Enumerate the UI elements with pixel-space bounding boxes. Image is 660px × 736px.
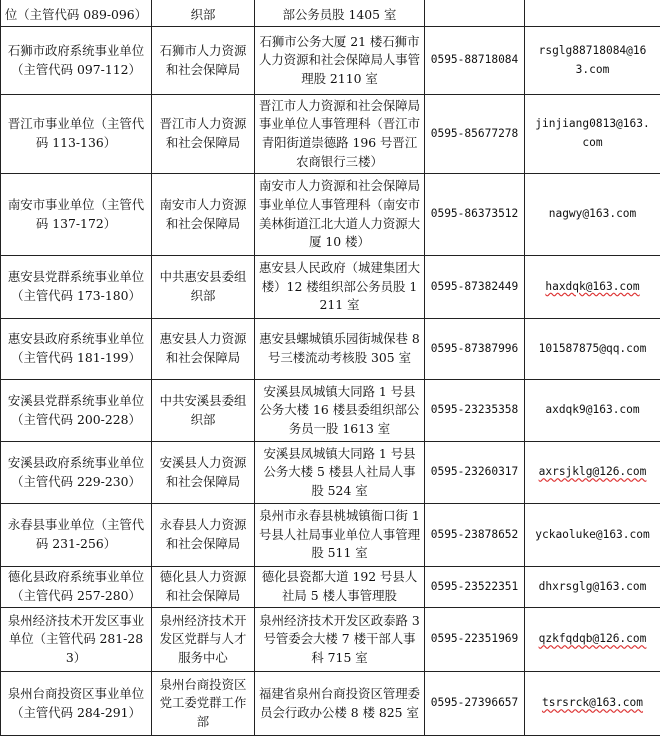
address-cell: 南安市人力资源和社会保障局事业单位人事管理科（南安市美林街道江北大道人力资源大厦 10 楼）	[255, 174, 425, 256]
email-link[interactable]: dhxrsglg@163.com	[539, 580, 647, 593]
dept-cell: 南安市人力资源和社会保障局	[152, 174, 255, 256]
address-cell: 石狮市公务大厦 21 楼石狮市人力资源和社会保障局人事管理股 2110 室	[255, 27, 425, 95]
unit-cell: 南安市事业单位（主管代码 137-172）	[1, 174, 152, 256]
phone-cell	[425, 0, 525, 27]
email-cell	[525, 95, 660, 174]
email-link[interactable]: yckaoluke@163.com	[535, 528, 650, 541]
dept-cell: 惠安县人力资源和社会保障局	[152, 319, 255, 380]
table-row	[1, 95, 660, 174]
unit-cell: 德化县政府系统事业单位（主管代码 257-280）	[1, 567, 152, 608]
email-cell	[525, 319, 660, 380]
address-cell: 晋江市人力资源和社会保障局事业单位人事管理科（晋江市青阳街道崇德路 196 号晋江农商银行三楼）	[255, 95, 425, 174]
unit-cell: 惠安县政府系统事业单位（主管代码 181-199）	[1, 319, 152, 380]
phone-cell: 0595-85677278	[425, 95, 525, 174]
table-row	[1, 608, 660, 672]
address-cell: 惠安县螺城镇乐园街城保巷 8 号三楼流动考核股 305 室	[255, 319, 425, 380]
dept-cell: 德化县人力资源和社会保障局	[152, 567, 255, 608]
table-row	[1, 174, 660, 256]
email-link[interactable]: tsrsrck@163.com	[542, 696, 643, 709]
table-row	[1, 442, 660, 504]
unit-cell: 安溪县政府系统事业单位（主管代码 229-230）	[1, 442, 152, 504]
table-row	[1, 567, 660, 608]
email-cell	[525, 504, 660, 567]
email-link[interactable]: qzkfqdqb@126.com	[539, 632, 647, 645]
phone-cell: 0595-23878652	[425, 504, 525, 567]
email-cell	[525, 27, 660, 95]
dept-cell: 永春县人力资源和社会保障局	[152, 504, 255, 567]
dept-cell: 安溪县人力资源和社会保障局	[152, 442, 255, 504]
phone-cell: 0595-23260317	[425, 442, 525, 504]
table-row	[1, 504, 660, 567]
email-link[interactable]: nagwy@163.com	[549, 207, 637, 220]
unit-cell: 泉州经济技术开发区事业单位（主管代码 281-283）	[1, 608, 152, 672]
table-row	[1, 319, 660, 380]
unit-cell: 永春县事业单位（主管代码 231-256）	[1, 504, 152, 567]
dept-cell: 泉州台商投资区党工委党群工作部	[152, 672, 255, 736]
address-cell: 安溪县凤城镇大同路 1 号县公务大楼 5 楼县人社局人事股 524 室	[255, 442, 425, 504]
phone-cell: 0595-22351969	[425, 608, 525, 672]
unit-cell: 位（主管代码 089-096）	[1, 0, 152, 27]
email-link[interactable]: rsglg88718084@163.com	[534, 42, 652, 79]
phone-cell: 0595-86373512	[425, 174, 525, 256]
address-cell: 安溪县凤城镇大同路 1 号县公务大楼 16 楼县委组织部公务员一股 1613 室	[255, 380, 425, 442]
email-cell	[525, 672, 660, 736]
table-row	[1, 256, 660, 319]
address-cell: 福建省泉州台商投资区管理委员会行政办公楼 8 楼 825 室	[255, 672, 425, 736]
address-cell: 惠安县人民政府（城建集团大楼）12 楼组织部公务员股 1211 室	[255, 256, 425, 319]
unit-cell: 安溪县党群系统事业单位（主管代码 200-228）	[1, 380, 152, 442]
unit-cell: 石狮市政府系统事业单位（主管代码 097-112）	[1, 27, 152, 95]
dept-cell: 中共惠安县委组织部	[152, 256, 255, 319]
phone-cell: 0595-27396657	[425, 672, 525, 736]
unit-cell: 惠安县党群系统事业单位（主管代码 173-180）	[1, 256, 152, 319]
email-link[interactable]: 101587875@qq.com	[539, 342, 647, 355]
email-cell	[525, 0, 660, 27]
email-cell	[525, 442, 660, 504]
dept-cell: 晋江市人力资源和社会保障局	[152, 95, 255, 174]
dept-cell: 石狮市人力资源和社会保障局	[152, 27, 255, 95]
email-link[interactable]: haxdqk@163.com	[545, 280, 639, 293]
unit-cell: 泉州台商投资区事业单位（主管代码 284-291）	[1, 672, 152, 736]
email-link[interactable]: axdqk9@163.com	[545, 403, 639, 416]
phone-cell: 0595-23522351	[425, 567, 525, 608]
email-cell	[525, 567, 660, 608]
address-cell: 部公务员股 1405 室	[255, 0, 425, 27]
phone-cell: 0595-87382449	[425, 256, 525, 319]
email-cell	[525, 256, 660, 319]
email-cell	[525, 608, 660, 672]
unit-cell: 晋江市事业单位（主管代码 113-136）	[1, 95, 152, 174]
phone-cell: 0595-88718084	[425, 27, 525, 95]
dept-cell: 织部	[152, 0, 255, 27]
email-cell	[525, 174, 660, 256]
address-cell: 德化县瓷都大道 192 号县人社局 5 楼人事管理股	[255, 567, 425, 608]
table-row	[1, 672, 660, 736]
table-row	[1, 0, 660, 27]
email-link[interactable]: axrsjklg@126.com	[539, 465, 647, 478]
phone-cell: 0595-23235358	[425, 380, 525, 442]
phone-cell: 0595-87387996	[425, 319, 525, 380]
dept-cell: 中共安溪县委组织部	[152, 380, 255, 442]
dept-cell: 泉州经济技术开发区党群与人才服务中心	[152, 608, 255, 672]
address-cell: 泉州经济技术开发区政泰路 3 号管委会大楼 7 楼干部人事科 715 室	[255, 608, 425, 672]
address-cell: 泉州市永春县桃城镇衙口街 1 号县人社局事业单位人事管理股 511 室	[255, 504, 425, 567]
table-row	[1, 380, 660, 442]
table-row	[1, 27, 660, 95]
email-cell	[525, 380, 660, 442]
email-link[interactable]: jinjiang0813@163.com	[534, 115, 652, 152]
